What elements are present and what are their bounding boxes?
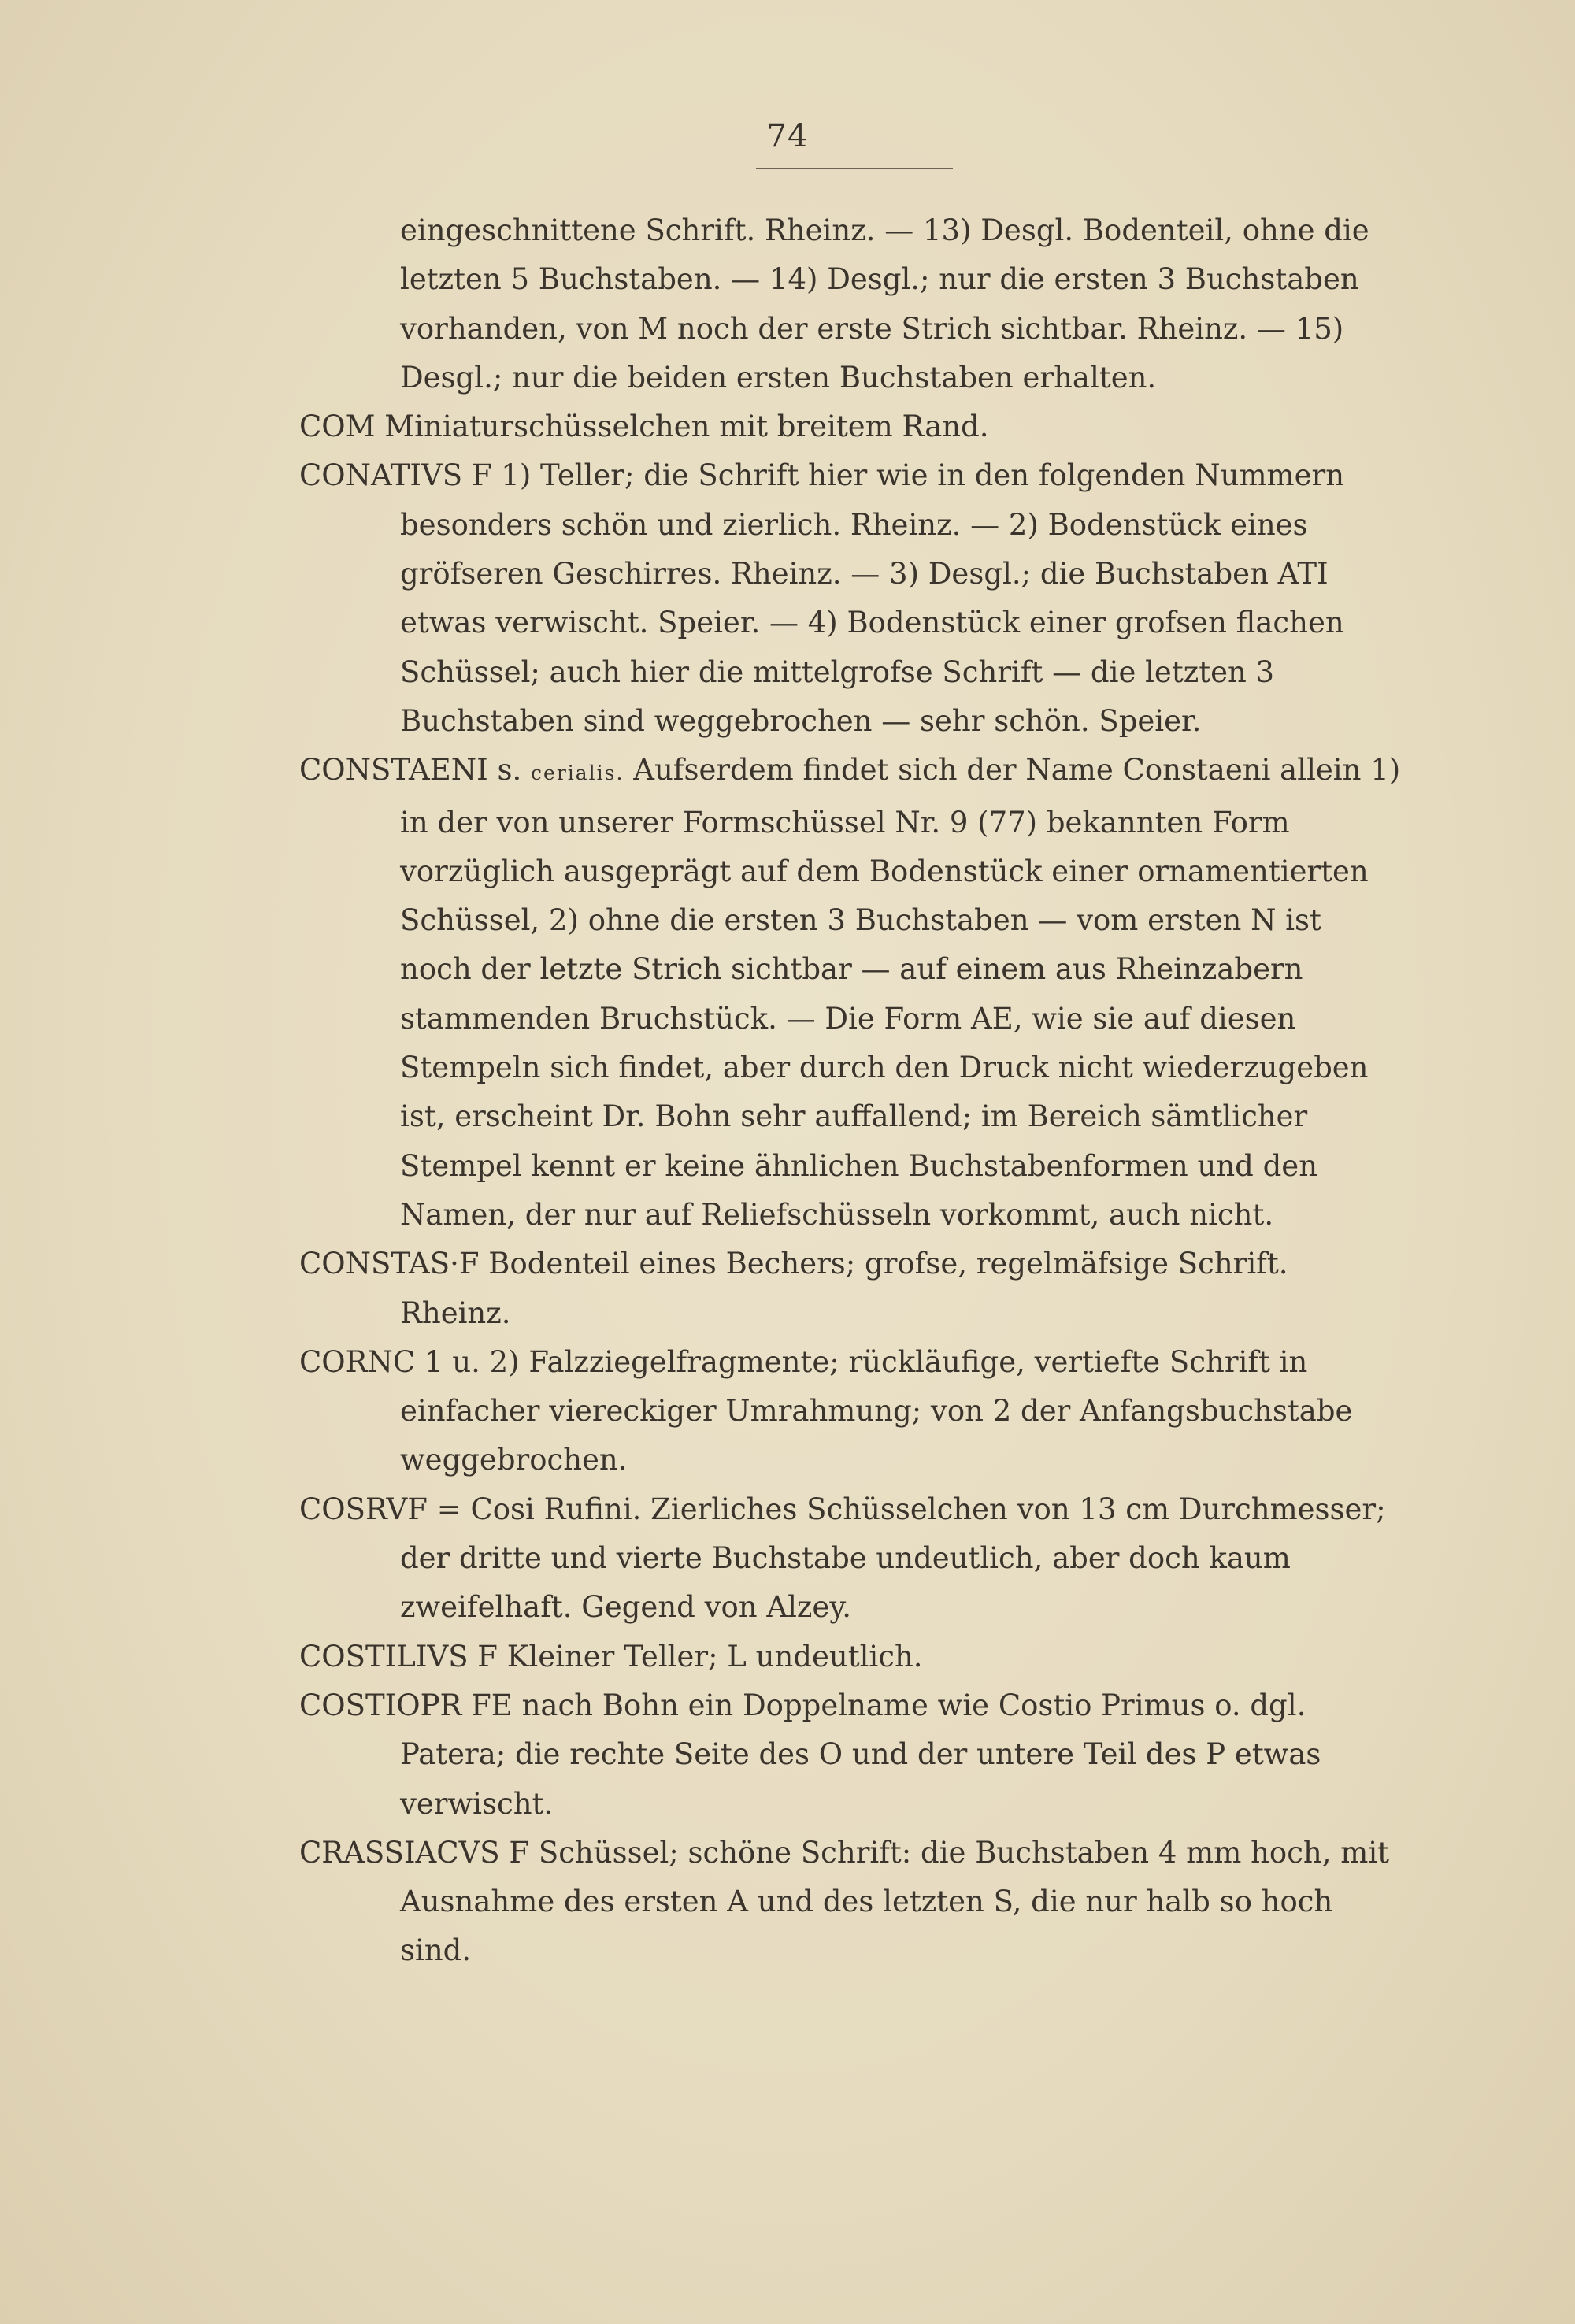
- entry-text: 1 u. 2) Falzziegelfragmente; rückläufige, vertiefte Schrift in einfacher viereckiger Umrahmung; von 2 der Anfangsbuchstabe weggebrochen.: [400, 1344, 1353, 1477]
- catalog-entry: [299, 1633, 1402, 1681]
- entry-text: Bodenteil eines Bechers; grofse, regelmäfsige Schrift. Rheinz.: [400, 1247, 1288, 1330]
- entry-stamp: CONATIVS F: [299, 458, 492, 493]
- entry-text: Aufserdem findet sich der Name Constaeni allein 1) in der von unserer Formschüssel Nr. 9 (77) bekannten Form vorzüglich ausgeprägt auf dem Bodenstück einer ornamentierten Schüssel, 2) ohne die ersten 3 Buchstaben — vom ersten N ist noch der letzte Strich sichtbar — auf einem aus Rheinzabern stammenden Bruchstück. — Die Form AE, wie sie auf diesen Stempeln sich findet, aber durch den Druck nicht wiederzugeben ist, erscheint Dr. Bohn sehr auffallend; im Bereich sämtlicher Stempel kennt er keine ähnlichen Buchstabenformen und den Namen, der nur auf Reliefschüsseln vorkommt, auch nicht.: [400, 753, 1401, 1232]
- catalog-entry: [299, 1240, 1402, 1338]
- entry-stamp: COSRVF: [299, 1492, 428, 1526]
- entry-stamp: COSTILIVS F: [299, 1639, 498, 1674]
- entry-cross-reference: cerialis.: [531, 762, 624, 785]
- catalog-entry: [299, 1485, 1402, 1633]
- catalog-entry: [299, 1829, 1402, 1976]
- catalog-entry: [299, 402, 1402, 451]
- catalog-entry: [299, 451, 1402, 746]
- header-rule: [756, 168, 953, 169]
- entry-text: 1) Teller; die Schrift hier wie in den folgenden Nummern besonders schön und zierlich. Rheinz. — 2) Bodenstück eines gröfseren Geschirres. Rheinz. — 3) Desgl.; die Buchstaben ATI etwas verwischt. Speier. — 4) Bodenstück einer grofsen flachen Schüssel; auch hier die mittelgrofse Schrift — die letzten 3 Buchstaben sind weggebrochen — sehr schön. Speier.: [400, 458, 1345, 738]
- entry-text: eingeschnittene Schrift. Rheinz. — 13) Desgl. Bodenteil, ohne die letzten 5 Buchstaben. — 14) Desgl.; nur die ersten 3 Buchstaben vorhanden, von M noch der erste Strich sichtbar. Rheinz. — 15) Desgl.; nur die beiden ersten Buchstaben erhalten.: [400, 213, 1369, 395]
- catalog-entry: [299, 1681, 1402, 1829]
- entry-text: Schüssel; schöne Schrift: die Buchstaben 4 mm hoch, mit Ausnahme des ersten A und des letzten S, die nur halb so hoch sind.: [400, 1835, 1390, 1968]
- entry-stamp: COM: [299, 410, 376, 444]
- entry-stamp: CONSTAS·F: [299, 1247, 480, 1281]
- catalog-text: [299, 206, 1402, 1976]
- entry-stamp: CONSTAENI: [299, 753, 488, 788]
- catalog-entry: [299, 1338, 1402, 1485]
- entry-stamp: CORNC: [299, 1344, 416, 1379]
- entry-text: Miniaturschüsselchen mit breitem Rand.: [384, 410, 989, 444]
- page-number: 74: [766, 118, 809, 154]
- entry-text: nach Bohn ein Doppelname wie Costio Primus o. dgl. Patera; die rechte Seite des O und der untere Teil des P etwas verwischt.: [400, 1688, 1321, 1821]
- continuation-paragraph: [299, 206, 1402, 402]
- entry-text: Kleiner Teller; L undeutlich.: [506, 1639, 923, 1674]
- entry-stamp: COSTIOPR FE: [299, 1688, 513, 1722]
- catalog-entry: [299, 746, 1402, 1240]
- entry-ref-prefix: s.: [497, 753, 522, 788]
- entry-text: = Cosi Rufini. Zierliches Schüsselchen von 13 cm Durchmesser; der dritte und vierte Buchstabe undeutlich, aber doch kaum zweifelhaft. Gegend von Alzey.: [400, 1492, 1386, 1625]
- entry-stamp: CRASSIACVS F: [299, 1835, 530, 1870]
